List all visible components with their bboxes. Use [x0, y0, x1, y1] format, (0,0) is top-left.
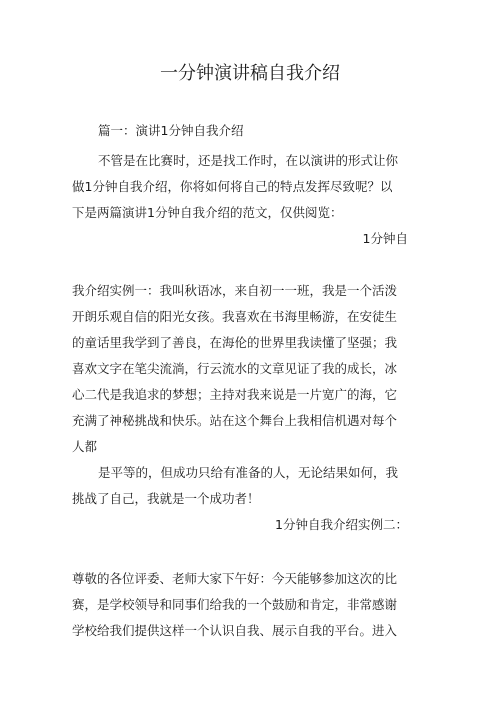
paragraph-line: 我介绍实例一：我叫秋语冰，来自初一一班，我是一个活泼	[72, 283, 398, 298]
paragraph-line: 的童话里我学到了善良，在海伦的世界里我读懂了坚强；我	[72, 335, 398, 350]
section-heading-1: 篇一：演讲1分钟自我介绍	[98, 123, 244, 138]
paragraph-line: 不管是在比赛时，还是找工作时，在以演讲的形式让你	[98, 153, 399, 168]
paragraph-line: 充满了神秘挑战和快乐。站在这个舞台上我相信机遇对每个	[72, 413, 398, 428]
paragraph-line: 学校给我们提供这样一个认识自我、展示自我的平台。进入	[72, 623, 398, 638]
section-heading-2: 1分钟自我介绍实例二：	[275, 517, 408, 532]
paragraph-line: 开朗乐观自信的阳光女孩。我喜欢在书海里畅游，在安徒生	[72, 309, 398, 324]
paragraph-line: 挑战了自己，我就是一个成功者！	[72, 491, 260, 506]
document-title: 一分钟演讲稿自我介绍	[160, 63, 340, 84]
paragraph-line: 是平等的，但成功只给有准备的人，无论结果如何，我	[98, 465, 399, 480]
paragraph-line: 下是两篇演讲1分钟自我介绍的范文，仅供阅览：	[72, 205, 343, 220]
paragraph-line: 人都	[72, 439, 98, 454]
paragraph-line: 喜欢文字在笔尖流淌，行云流水的文章见证了我的成长，冰	[72, 361, 398, 376]
paragraph-line: 赛，是学校领导和同事们给我的一个鼓励和肯定，非常感谢	[72, 597, 398, 612]
paragraph-line-right: 1分钟自	[362, 231, 408, 246]
paragraph-line: 做1分钟自我介绍，你将如何将自己的特点发挥尽致呢？以	[72, 179, 393, 194]
paragraph-line: 心二代是我追求的梦想；主持对我来说是一片宽广的海，它	[72, 387, 398, 402]
paragraph-line: 尊敬的各位评委、老师大家下午好：今天能够参加这次的比	[72, 571, 398, 586]
